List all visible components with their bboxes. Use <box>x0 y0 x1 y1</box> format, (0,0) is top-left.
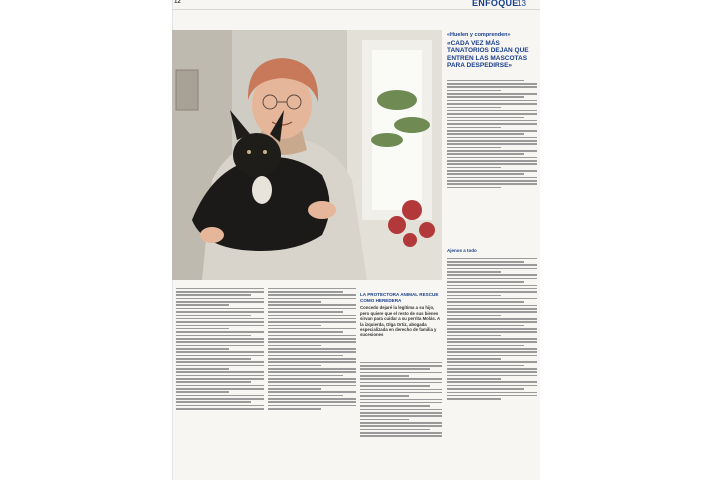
sidebar-title: «CADA VEZ MÁS TANATORIOS DEJAN QUE ENTREN LAS MASCOTAS PARA DESPEDIRSE» <box>447 39 529 69</box>
article-photo <box>172 30 442 280</box>
right-column-text <box>447 78 537 248</box>
column-1-text <box>176 286 264 478</box>
column-2-text <box>268 286 356 478</box>
caption-body: Concedo dejaré la legítima a su hijo, pero quiere que el resto de sus bienes sirvan para cuidar a su perrita Molás. A la izquierda, Olga Ortiz, abogada especializada en derecho de familia y sucesiones <box>360 305 440 338</box>
newspaper-page <box>172 0 540 480</box>
sidebar-kicker: «Huelen y comprenden» <box>447 32 511 38</box>
subhead-ajenos: Ajenos a todo <box>447 248 477 253</box>
sidebar <box>447 32 537 69</box>
caption-title: LA PROTECTORA ANIMAL RESCUE COMO HEREDERA <box>360 292 439 303</box>
section-name: ENFOQUE <box>472 0 519 8</box>
column-3-text <box>360 360 442 478</box>
page-number: 13 <box>517 0 526 8</box>
left-page-number: 12 <box>174 0 181 5</box>
photo-caption-box <box>360 292 442 338</box>
page-header <box>172 0 540 10</box>
right-column-text-lower <box>447 256 537 478</box>
photo-woman-with-dog <box>172 30 442 280</box>
